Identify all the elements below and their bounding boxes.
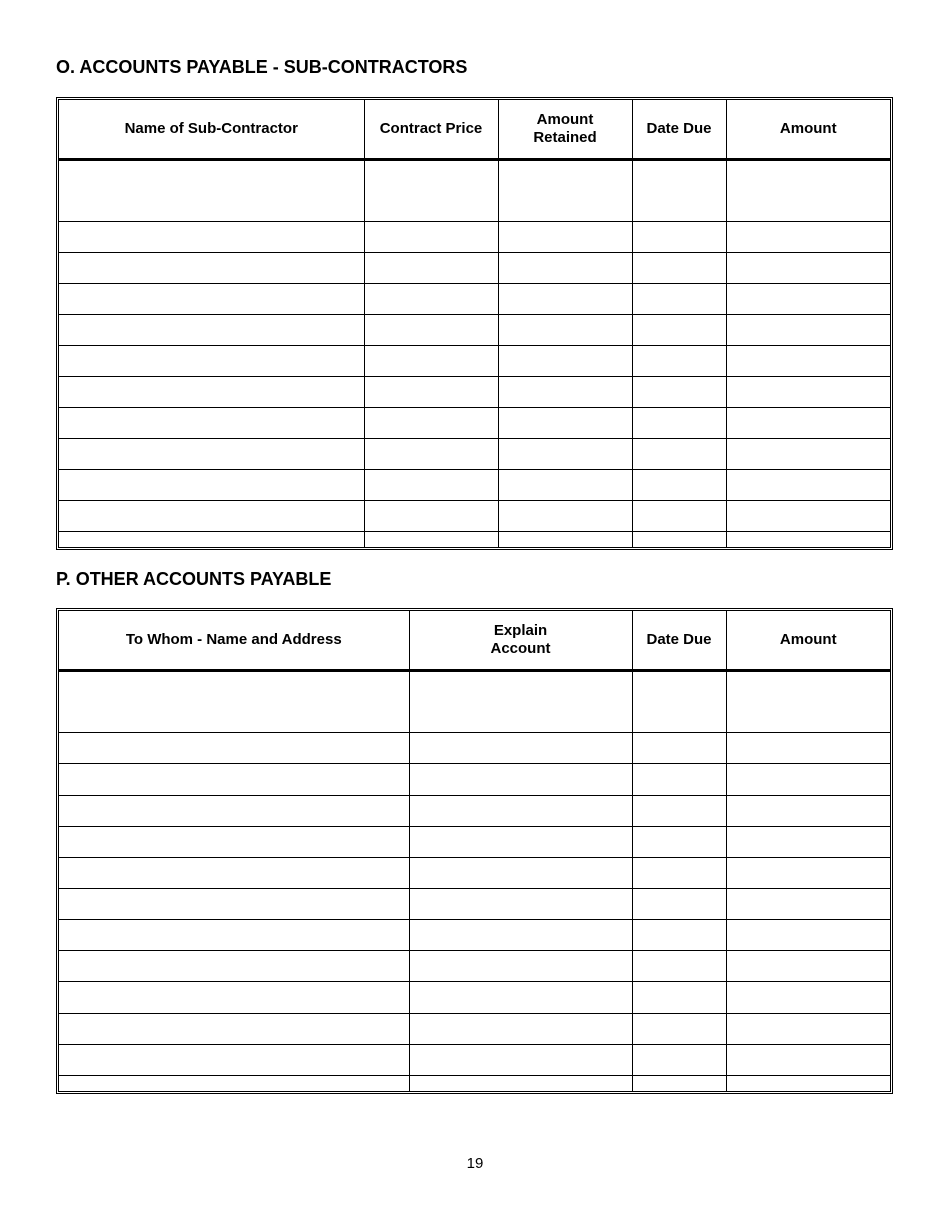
section-o-title: O. ACCOUNTS PAYABLE - SUB-CONTRACTORS bbox=[56, 57, 468, 77]
blank-entry-cell[interactable] bbox=[726, 532, 890, 548]
blank-entry-cell[interactable] bbox=[409, 1044, 632, 1075]
col-header-date-due bbox=[632, 100, 726, 160]
blank-entry-cell[interactable] bbox=[498, 284, 632, 315]
blank-entry-cell[interactable] bbox=[632, 764, 726, 795]
blank-entry-cell[interactable] bbox=[726, 160, 890, 222]
blank-entry-cell[interactable] bbox=[59, 982, 409, 1013]
blank-entry-cell[interactable] bbox=[726, 951, 890, 982]
blank-entry-cell[interactable] bbox=[409, 857, 632, 888]
blank-entry-cell[interactable] bbox=[632, 888, 726, 919]
table-body bbox=[59, 160, 890, 548]
blank-entry-cell[interactable] bbox=[498, 470, 632, 501]
blank-entry-cell[interactable] bbox=[364, 377, 498, 408]
blank-entry-cell[interactable] bbox=[498, 501, 632, 532]
blank-entry-cell[interactable] bbox=[726, 470, 890, 501]
blank-entry-cell[interactable] bbox=[59, 857, 409, 888]
blank-entry-cell[interactable] bbox=[498, 346, 632, 377]
blank-entry-cell[interactable] bbox=[364, 532, 498, 548]
blank-entry-cell[interactable] bbox=[632, 315, 726, 346]
blank-entry-cell[interactable] bbox=[726, 1044, 890, 1075]
blank-entry-cell[interactable] bbox=[364, 160, 498, 222]
blank-entry-cell[interactable] bbox=[364, 408, 498, 439]
blank-entry-cell[interactable] bbox=[59, 671, 409, 733]
blank-entry-cell[interactable] bbox=[498, 315, 632, 346]
blank-entry-cell[interactable] bbox=[632, 1075, 726, 1091]
blank-entry-cell[interactable] bbox=[726, 315, 890, 346]
blank-entry-cell[interactable] bbox=[632, 160, 726, 222]
table-row bbox=[59, 888, 890, 919]
blank-entry-cell[interactable] bbox=[59, 532, 364, 548]
blank-entry-cell[interactable] bbox=[726, 857, 890, 888]
blank-entry-cell[interactable] bbox=[632, 377, 726, 408]
blank-entry-cell[interactable] bbox=[59, 920, 409, 951]
blank-entry-cell[interactable] bbox=[726, 501, 890, 532]
blank-entry-cell[interactable] bbox=[726, 439, 890, 470]
blank-entry-cell[interactable] bbox=[632, 857, 726, 888]
table-body bbox=[59, 671, 890, 1092]
blank-entry-cell[interactable] bbox=[498, 408, 632, 439]
blank-entry-cell[interactable] bbox=[726, 253, 890, 284]
blank-entry-cell[interactable] bbox=[632, 1044, 726, 1075]
blank-entry-cell[interactable] bbox=[364, 439, 498, 470]
table-row bbox=[59, 1075, 890, 1091]
blank-entry-cell[interactable] bbox=[364, 253, 498, 284]
blank-entry-cell[interactable] bbox=[632, 826, 726, 857]
blank-entry-cell[interactable] bbox=[59, 346, 364, 377]
blank-entry-cell[interactable] bbox=[726, 222, 890, 253]
blank-entry-cell[interactable] bbox=[59, 1013, 409, 1044]
col-header-explain-account bbox=[409, 611, 632, 671]
blank-entry-cell[interactable] bbox=[409, 733, 632, 764]
blank-entry-cell[interactable] bbox=[59, 1075, 409, 1091]
table-row bbox=[59, 1013, 890, 1044]
blank-entry-cell[interactable] bbox=[498, 532, 632, 548]
col-header-label: Date Due bbox=[646, 120, 712, 137]
blank-entry-cell[interactable] bbox=[409, 671, 632, 733]
col-header-amount bbox=[726, 611, 890, 671]
blank-entry-cell[interactable] bbox=[632, 795, 726, 826]
blank-entry-cell[interactable] bbox=[59, 439, 364, 470]
blank-entry-cell[interactable] bbox=[632, 671, 726, 733]
blank-entry-cell[interactable] bbox=[632, 408, 726, 439]
table-row bbox=[59, 764, 890, 795]
blank-entry-cell[interactable] bbox=[59, 470, 364, 501]
blank-entry-cell[interactable] bbox=[632, 920, 726, 951]
blank-entry-cell[interactable] bbox=[726, 920, 890, 951]
col-header-to-whom-name-and-address bbox=[59, 611, 409, 671]
blank-entry-cell[interactable] bbox=[726, 346, 890, 377]
blank-entry-cell[interactable] bbox=[632, 284, 726, 315]
col-header-label: Amount bbox=[779, 120, 837, 137]
blank-entry-cell[interactable] bbox=[59, 826, 409, 857]
table-row bbox=[59, 920, 890, 951]
blank-entry-cell[interactable] bbox=[498, 439, 632, 470]
table-row bbox=[59, 1044, 890, 1075]
table-row bbox=[59, 532, 890, 548]
blank-entry-cell[interactable] bbox=[632, 439, 726, 470]
table-row bbox=[59, 733, 890, 764]
col-header-label: Contract Price bbox=[379, 120, 483, 137]
table-row bbox=[59, 160, 890, 222]
section-p-title: P. OTHER ACCOUNTS PAYABLE bbox=[56, 569, 332, 589]
blank-entry-cell[interactable] bbox=[409, 951, 632, 982]
blank-entry-cell[interactable] bbox=[726, 408, 890, 439]
blank-entry-cell[interactable] bbox=[364, 501, 498, 532]
blank-entry-cell[interactable] bbox=[59, 408, 364, 439]
blank-entry-cell[interactable] bbox=[632, 1013, 726, 1044]
table-row bbox=[59, 982, 890, 1013]
table-row bbox=[59, 671, 890, 733]
col-header-amount-retained bbox=[498, 100, 632, 160]
blank-entry-cell[interactable] bbox=[59, 501, 364, 532]
blank-entry-cell[interactable] bbox=[632, 532, 726, 548]
table-row bbox=[59, 377, 890, 408]
blank-entry-cell[interactable] bbox=[409, 1013, 632, 1044]
blank-entry-cell[interactable] bbox=[59, 1044, 409, 1075]
table-row bbox=[59, 315, 890, 346]
blank-entry-cell[interactable] bbox=[726, 1075, 890, 1091]
blank-entry-cell[interactable] bbox=[409, 826, 632, 857]
blank-entry-cell[interactable] bbox=[498, 377, 632, 408]
blank-entry-cell[interactable] bbox=[726, 284, 890, 315]
blank-entry-cell[interactable] bbox=[364, 315, 498, 346]
blank-entry-cell[interactable] bbox=[726, 377, 890, 408]
blank-entry-cell[interactable] bbox=[59, 315, 364, 346]
blank-entry-cell[interactable] bbox=[59, 284, 364, 315]
blank-entry-cell[interactable] bbox=[726, 1013, 890, 1044]
col-header-label: Amount bbox=[779, 631, 837, 648]
blank-entry-cell[interactable] bbox=[364, 284, 498, 315]
col-header-date-due bbox=[632, 611, 726, 671]
col-header-label: Amount Retained bbox=[533, 111, 597, 146]
blank-entry-cell[interactable] bbox=[498, 160, 632, 222]
table-row bbox=[59, 826, 890, 857]
blank-entry-cell[interactable] bbox=[364, 222, 498, 253]
blank-entry-cell[interactable] bbox=[632, 222, 726, 253]
blank-entry-cell[interactable] bbox=[59, 764, 409, 795]
blank-entry-cell[interactable] bbox=[59, 795, 409, 826]
blank-entry-cell[interactable] bbox=[726, 733, 890, 764]
blank-entry-cell[interactable] bbox=[632, 253, 726, 284]
blank-entry-cell[interactable] bbox=[59, 733, 409, 764]
blank-entry-cell[interactable] bbox=[59, 888, 409, 919]
table-row bbox=[59, 284, 890, 315]
blank-entry-cell[interactable] bbox=[59, 253, 364, 284]
table-row bbox=[59, 346, 890, 377]
table-row bbox=[59, 408, 890, 439]
blank-entry-cell[interactable] bbox=[409, 1075, 632, 1091]
blank-entry-cell[interactable] bbox=[409, 764, 632, 795]
blank-entry-cell[interactable] bbox=[364, 346, 498, 377]
table-row bbox=[59, 439, 890, 470]
blank-entry-cell[interactable] bbox=[726, 888, 890, 919]
blank-entry-cell[interactable] bbox=[59, 951, 409, 982]
blank-entry-cell[interactable] bbox=[409, 888, 632, 919]
blank-entry-cell[interactable] bbox=[498, 222, 632, 253]
table-row bbox=[59, 501, 890, 532]
blank-entry-cell[interactable] bbox=[632, 733, 726, 764]
table-row bbox=[59, 857, 890, 888]
col-header-label: To Whom - Name and Address bbox=[125, 631, 342, 648]
col-header-contract-price bbox=[364, 100, 498, 160]
blank-entry-cell[interactable] bbox=[632, 982, 726, 1013]
col-header-label: Name of Sub-Contractor bbox=[124, 120, 298, 137]
blank-entry-cell[interactable] bbox=[59, 222, 364, 253]
table-row bbox=[59, 795, 890, 826]
blank-entry-cell[interactable] bbox=[726, 826, 890, 857]
sub-contractors-table bbox=[56, 97, 893, 550]
blank-entry-cell[interactable] bbox=[726, 764, 890, 795]
col-header-amount bbox=[726, 100, 890, 160]
blank-entry-cell[interactable] bbox=[726, 795, 890, 826]
col-header-label: Date Due bbox=[646, 631, 712, 648]
blank-entry-cell[interactable] bbox=[364, 470, 498, 501]
blank-entry-cell[interactable] bbox=[409, 795, 632, 826]
blank-entry-cell[interactable] bbox=[409, 920, 632, 951]
blank-entry-cell[interactable] bbox=[409, 982, 632, 1013]
table-row bbox=[59, 470, 890, 501]
blank-entry-cell[interactable] bbox=[498, 253, 632, 284]
col-header-label: Explain Account bbox=[490, 622, 551, 657]
page-number: 19 bbox=[466, 1155, 484, 1172]
other-accounts-payable-table bbox=[56, 608, 893, 1094]
table-row bbox=[59, 253, 890, 284]
table-header-row bbox=[59, 100, 890, 160]
blank-entry-cell[interactable] bbox=[726, 671, 890, 733]
blank-entry-cell[interactable] bbox=[632, 501, 726, 532]
table-row bbox=[59, 951, 890, 982]
blank-entry-cell[interactable] bbox=[726, 982, 890, 1013]
blank-entry-cell[interactable] bbox=[632, 951, 726, 982]
blank-entry-cell[interactable] bbox=[59, 377, 364, 408]
blank-entry-cell[interactable] bbox=[59, 160, 364, 222]
blank-entry-cell[interactable] bbox=[632, 346, 726, 377]
table-row bbox=[59, 222, 890, 253]
blank-entry-cell[interactable] bbox=[632, 470, 726, 501]
col-header-name-of-sub-contractor bbox=[59, 100, 364, 160]
table-header-row bbox=[59, 611, 890, 671]
